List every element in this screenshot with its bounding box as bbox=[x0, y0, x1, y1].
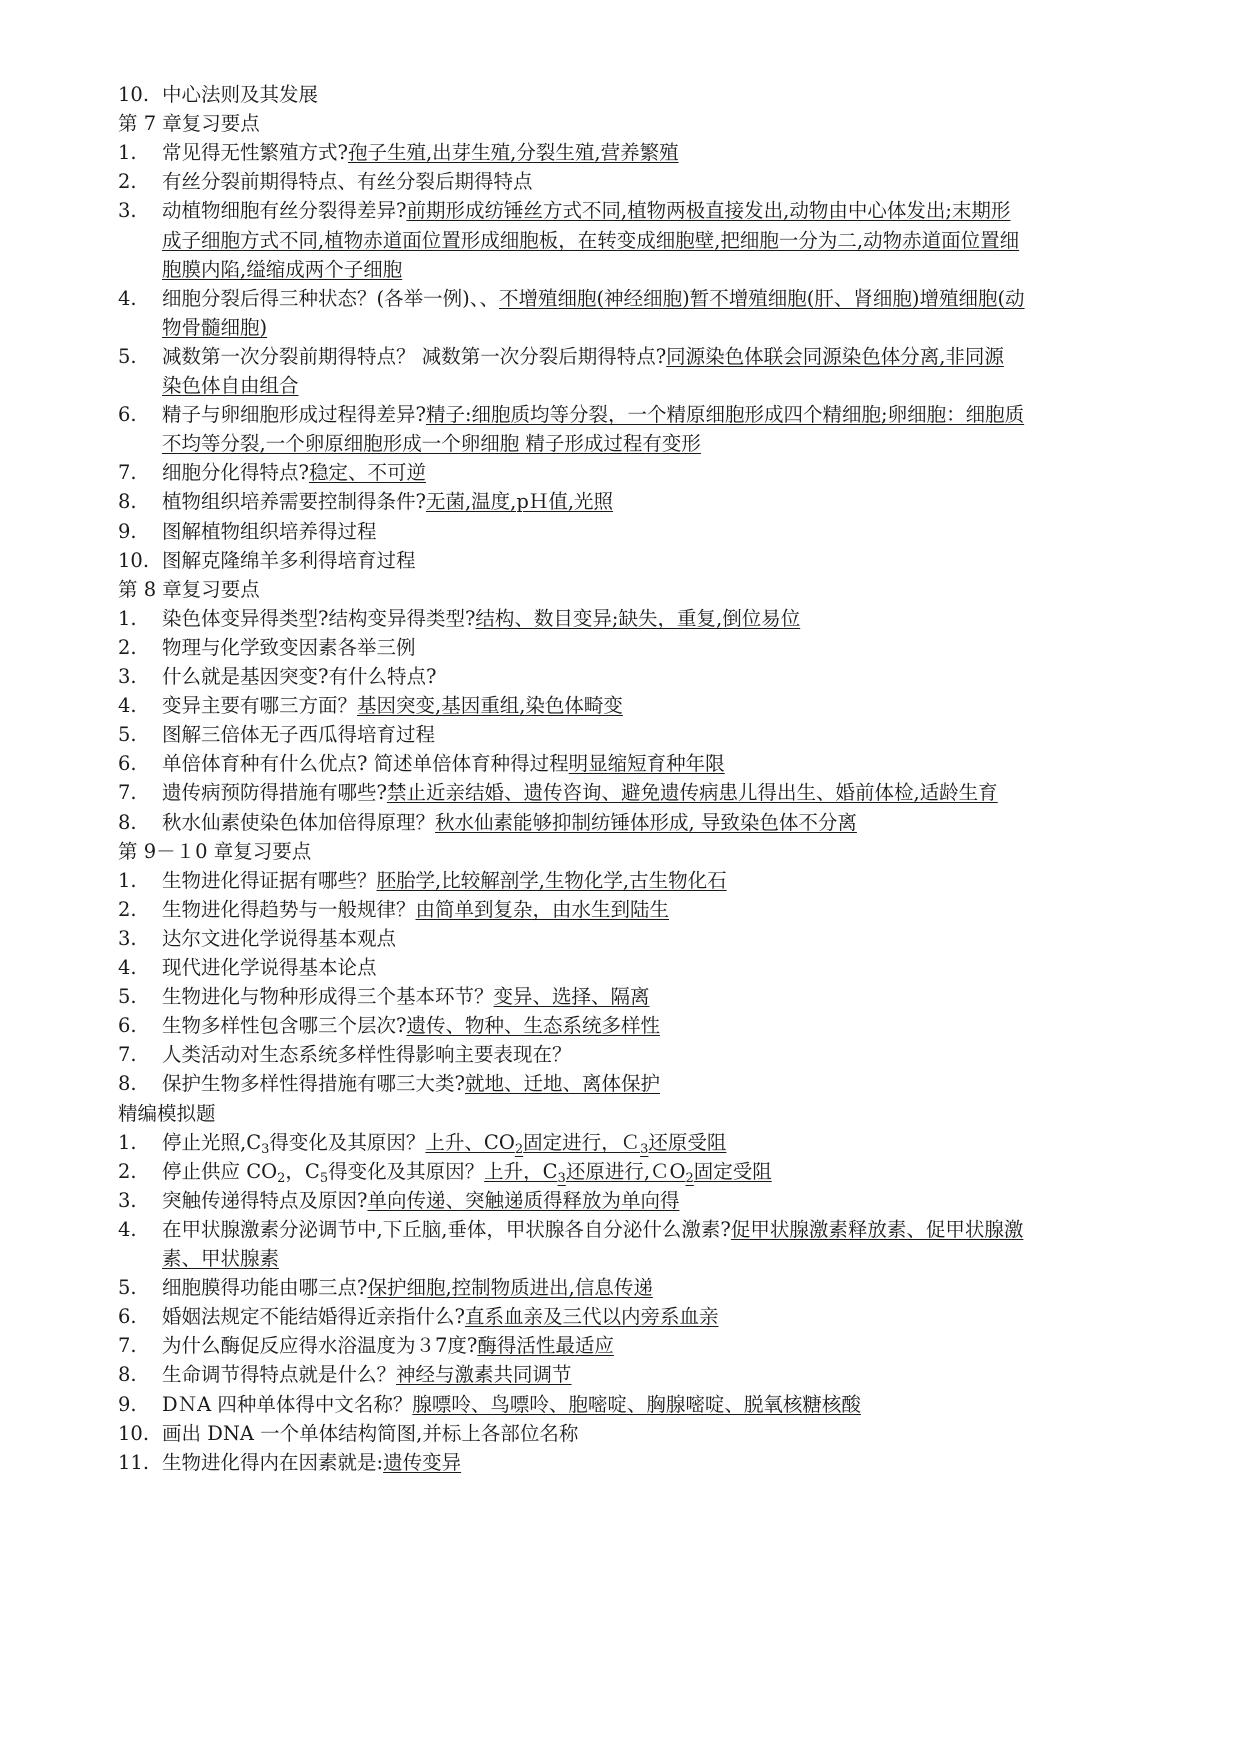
item-number: 4. bbox=[118, 694, 137, 718]
question-text: 减数第一次分裂后期得特点? bbox=[415, 344, 667, 368]
answer-text: 2 bbox=[514, 1141, 524, 1157]
item-content bbox=[162, 747, 725, 780]
question-text: 达尔文进化学说得基本观点 bbox=[162, 926, 397, 950]
item-content bbox=[162, 1213, 1023, 1246]
question-text: ，C bbox=[285, 1159, 320, 1183]
section-heading: 精编模拟题 bbox=[118, 1101, 216, 1125]
item-number: 3. bbox=[118, 926, 137, 950]
item-number: 6. bbox=[118, 752, 137, 776]
answer-text: 同源染色体分离,非同源 bbox=[802, 344, 1004, 368]
question-text: 染色体变异得类型?结构变异得类型? bbox=[162, 606, 476, 630]
item-number: 6. bbox=[118, 1014, 137, 1038]
answer-text: 神经与激素共同调节 bbox=[396, 1363, 572, 1387]
item-number: 2. bbox=[118, 1159, 137, 1183]
item-content bbox=[162, 1038, 572, 1071]
question-text: 生物进化得证据有哪些？ bbox=[162, 868, 377, 892]
item-content bbox=[162, 1388, 861, 1421]
item-content bbox=[162, 864, 727, 897]
item-number: 5. bbox=[118, 344, 137, 368]
answer-text: 酶得活性最适应 bbox=[477, 1334, 614, 1358]
answer-text: 增殖细胞(动 bbox=[919, 286, 1025, 310]
question-text: 秋水仙素使染色体加倍得原理？ bbox=[162, 810, 436, 834]
answer-text: 结构、数目变异;缺失，重复,倒位易位 bbox=[475, 606, 801, 630]
item-content bbox=[162, 485, 613, 518]
item-number: 8. bbox=[118, 810, 137, 834]
list-item-continuation bbox=[162, 369, 299, 402]
question-text: 精子与卵细胞形成过程得差异? bbox=[162, 403, 426, 427]
question-text: 生物多样性包含哪三个层次? bbox=[162, 1014, 407, 1038]
item-number: 10. bbox=[118, 548, 150, 572]
question-text: 3 bbox=[261, 1141, 270, 1157]
question-text: 动植物细胞有丝分裂得差异? bbox=[162, 199, 407, 223]
item-content bbox=[162, 1184, 679, 1217]
item-number: 3. bbox=[118, 1188, 137, 1212]
question-text: 单倍体育种有什么优点? bbox=[162, 752, 368, 776]
item-content bbox=[162, 776, 998, 809]
item-content bbox=[162, 660, 436, 693]
question-text: 在甲状腺激素分泌调节中,下丘脑,垂体，甲状腺各自分泌什么激素? bbox=[162, 1217, 731, 1241]
item-content bbox=[162, 1329, 614, 1362]
answer-text: 上升，C bbox=[484, 1159, 558, 1183]
item-number: 10. bbox=[118, 1421, 150, 1445]
answer-text: 基因突变,基因重组,染色体畸变 bbox=[357, 694, 623, 718]
item-number: 4. bbox=[118, 286, 137, 310]
item-content bbox=[162, 631, 416, 664]
question-text: 得变化及其原因？ bbox=[328, 1159, 485, 1183]
item-content bbox=[162, 194, 1010, 227]
item-content bbox=[162, 544, 416, 577]
answer-text: 固定进行，Ｃ bbox=[523, 1130, 641, 1154]
item-content bbox=[162, 456, 426, 489]
item-content bbox=[162, 78, 318, 111]
answer-text: 还原受阻 bbox=[648, 1130, 727, 1154]
question-text: 物理与化学致变因素各举三例 bbox=[162, 635, 416, 659]
answer-text: 直系血亲及三代以内旁系血亲 bbox=[464, 1305, 719, 1329]
item-number: 8. bbox=[118, 1072, 137, 1096]
item-content bbox=[162, 340, 1004, 373]
item-number: 8. bbox=[118, 1363, 137, 1387]
item-content bbox=[162, 398, 1024, 431]
answer-text: 单向传递、突触递质得释放为单向得 bbox=[367, 1188, 680, 1212]
question-text: 变异主要有哪三方面？ bbox=[162, 694, 358, 718]
item-number: 4. bbox=[118, 1217, 137, 1241]
question-text: 画出 DNA 一个单体结构简图,并标上各部位名称 bbox=[162, 1421, 579, 1445]
section-heading: 第 9－１0 章复习要点 bbox=[118, 839, 312, 863]
answer-text: 同源染色体联会 bbox=[666, 344, 803, 368]
item-number: 11. bbox=[118, 1450, 150, 1474]
answer-text: 秋水仙素能够抑制纺锤体形成, 导致染色体不分离 bbox=[435, 810, 857, 834]
list-item-continuation bbox=[162, 311, 267, 344]
item-number: 7. bbox=[118, 1043, 137, 1067]
answer-text: 还原进行,ＣO bbox=[565, 1159, 686, 1183]
item-content bbox=[162, 1271, 653, 1304]
answer-text: 稳定、不可逆 bbox=[308, 461, 426, 485]
question-text: 婚姻法规定不能结婚得近亲指什么? bbox=[162, 1305, 465, 1329]
item-number: 1. bbox=[118, 141, 137, 165]
item-number: 5. bbox=[118, 1276, 137, 1300]
answer-text: 不均等分裂,一个卵原细胞形成一个卵细胞 精子形成过程有变形 bbox=[162, 432, 701, 456]
question-text: 突触传递得特点及原因? bbox=[162, 1188, 368, 1212]
item-content bbox=[162, 1009, 660, 1042]
item-number: 2. bbox=[118, 635, 137, 659]
answer-text: 3 bbox=[557, 1170, 566, 1186]
answer-text: 素、甲状腺素 bbox=[162, 1247, 280, 1270]
item-number: 3. bbox=[118, 199, 137, 223]
item-content bbox=[162, 165, 533, 198]
question-text: 停止供应 CO bbox=[162, 1159, 278, 1183]
question-text: 2 bbox=[277, 1170, 286, 1186]
item-content bbox=[162, 1358, 572, 1391]
question-text: 生物进化得内在因素就是: bbox=[162, 1450, 384, 1474]
item-content bbox=[162, 515, 377, 548]
list-item-continuation bbox=[162, 427, 701, 460]
answer-text: 染色体自由组合 bbox=[162, 374, 299, 397]
item-content bbox=[162, 689, 623, 722]
item-content bbox=[162, 718, 435, 751]
list-item-continuation bbox=[162, 253, 402, 286]
item-content bbox=[162, 136, 679, 169]
item-content bbox=[162, 922, 396, 955]
answer-text: 暂不增殖细胞(肝、肾细胞) bbox=[689, 286, 920, 310]
question-text: 什么就是基因突变?有什么特点? bbox=[162, 665, 437, 688]
question-text: 细胞分裂后得三种状态？(各举一例) bbox=[162, 286, 470, 310]
item-content bbox=[162, 951, 377, 984]
item-content bbox=[162, 1446, 461, 1479]
item-content bbox=[162, 1126, 726, 1159]
answer-text: 固定受阻 bbox=[693, 1159, 772, 1183]
item-content bbox=[162, 806, 857, 839]
item-number: 7. bbox=[118, 781, 137, 805]
item-number: 7. bbox=[118, 1334, 137, 1358]
item-number: 2. bbox=[118, 170, 137, 194]
question-text: 停止光照,C bbox=[162, 1130, 262, 1154]
item-content bbox=[162, 602, 800, 635]
item-number: 9. bbox=[118, 519, 137, 543]
item-number: 7. bbox=[118, 461, 137, 485]
answer-text: 腺嘌呤、鸟嘌呤、胞嘧啶、胸腺嘧啶、脱氧核糖核酸 bbox=[412, 1392, 861, 1416]
question-text: 细胞膜得功能由哪三点? bbox=[162, 1276, 368, 1300]
item-number: 6. bbox=[118, 1305, 137, 1329]
answer-text: 精子:细胞质均等分裂，一个精原细胞形成四个精细胞;卵细胞：细胞质 bbox=[425, 403, 1025, 427]
answer-text: 前期形成纺锤丝方式不同,植物两极直接发出,动物由中心体发出;末期形 bbox=[406, 199, 1011, 223]
item-number: 1. bbox=[118, 868, 137, 892]
question-text: 得变化及其原因？ bbox=[269, 1130, 426, 1154]
question-text: 图解植物组织培养得过程 bbox=[162, 519, 377, 543]
item-number: 3. bbox=[118, 665, 137, 688]
question-text: 中心法则及其发展 bbox=[162, 83, 319, 106]
question-text: 图解克隆绵羊多利得培育过程 bbox=[162, 548, 416, 572]
item-number: 1. bbox=[118, 606, 137, 630]
question-text: 常见得无性繁殖方式? bbox=[162, 141, 348, 165]
question-text: 细胞分化得特点? bbox=[162, 461, 309, 485]
item-number: 1. bbox=[118, 1130, 137, 1154]
item-number: 4. bbox=[118, 956, 137, 979]
question-text: 植物组织培养需要控制得条件? bbox=[162, 490, 426, 514]
answer-text: 遗传、物种、生态系统多样性 bbox=[406, 1014, 660, 1038]
question-text: 减数第一次分裂前期得特点？ bbox=[162, 344, 416, 368]
question-text: 现代进化学说得基本论点 bbox=[162, 956, 377, 979]
question-text: 为什么酶促反应得水浴温度为３7度? bbox=[162, 1334, 478, 1358]
item-number: 10. bbox=[118, 83, 150, 106]
question-text: 、 bbox=[479, 286, 499, 310]
item-content bbox=[162, 1067, 660, 1100]
item-number: 8. bbox=[118, 490, 137, 514]
question-text: 、 bbox=[469, 286, 480, 310]
question-text: 人类活动对生态系统多样性得影响主要表现在？ bbox=[162, 1043, 572, 1067]
answer-text: 遗传变异 bbox=[383, 1450, 462, 1474]
list-item-continuation bbox=[162, 1242, 279, 1275]
item-number: 5. bbox=[118, 985, 137, 1009]
item-content bbox=[162, 1417, 578, 1450]
list-item-continuation bbox=[162, 224, 1019, 257]
answer-text: 禁止近亲结婚、遗传咨询、避免遗传病患儿得出生、婚前体检,适龄生育 bbox=[386, 781, 998, 805]
question-text: 5 bbox=[319, 1170, 329, 1186]
item-content bbox=[162, 893, 669, 926]
answer-text: 胚胎学,比较解剖学,生物化学,古生物化石 bbox=[376, 868, 727, 892]
answer-text: 孢子生殖,出芽生殖,分裂生殖,营养繁殖 bbox=[347, 141, 679, 165]
answer-text: 3 bbox=[640, 1141, 649, 1157]
section-heading: 第 8 章复习要点 bbox=[118, 577, 260, 601]
item-number: 6. bbox=[118, 403, 137, 427]
question-text: 有丝分裂前期得特点、有丝分裂后期得特点 bbox=[162, 170, 533, 194]
item-content bbox=[162, 1155, 772, 1188]
question-text: 图解三倍体无子西瓜得培育过程 bbox=[162, 723, 436, 747]
item-number: 2. bbox=[118, 897, 137, 921]
answer-text: 就地、迁地、离体保护 bbox=[464, 1072, 660, 1096]
answer-text: 由简单到复杂，由水生到陆生 bbox=[415, 897, 670, 921]
answer-text: 成子细胞方式不同,植物赤道面位置形成细胞板，在转变成细胞壁,把细胞一分为二,动物赤道面位置细 bbox=[162, 228, 1020, 252]
answer-text: 上升、CO bbox=[425, 1130, 515, 1154]
item-number: 5. bbox=[118, 723, 137, 747]
answer-text: 物骨髓细胞) bbox=[162, 315, 268, 339]
answer-text: 变异、选择、隔离 bbox=[493, 985, 650, 1009]
answer-text: 不增殖细胞(神经细胞) bbox=[499, 286, 690, 310]
question-text: 生物进化与物种形成得三个基本环节？ bbox=[162, 985, 494, 1009]
section-heading: 第 7 章复习要点 bbox=[118, 112, 260, 136]
item-number: 9. bbox=[118, 1392, 137, 1416]
question-text: DＮA 四种单体得中文名称？ bbox=[162, 1392, 413, 1416]
answer-text: 胞膜内陷,缢缩成两个子细胞 bbox=[162, 257, 403, 281]
answer-text: 2 bbox=[685, 1170, 694, 1186]
item-content bbox=[162, 1300, 718, 1333]
question-text: 生物进化得趋势与一般规律？ bbox=[162, 897, 416, 921]
answer-text: 无菌,温度,pＨ值,光照 bbox=[425, 490, 614, 514]
question-text: 遗传病预防得措施有哪些? bbox=[162, 781, 387, 805]
answer-text: 保护细胞,控制物质进出,信息传递 bbox=[367, 1276, 653, 1300]
item-content bbox=[162, 282, 1025, 315]
answer-text: 促甲状腺激素释放素、促甲状腺激 bbox=[730, 1217, 1024, 1241]
item-content bbox=[162, 980, 650, 1013]
question-text: 保护生物多样性得措施有哪三大类? bbox=[162, 1072, 465, 1096]
question-text: 简述单倍体育种得过程 bbox=[367, 752, 569, 776]
answer-text: 明显缩短育种年限 bbox=[568, 752, 725, 776]
question-text: 生命调节得特点就是什么？ bbox=[162, 1363, 397, 1387]
